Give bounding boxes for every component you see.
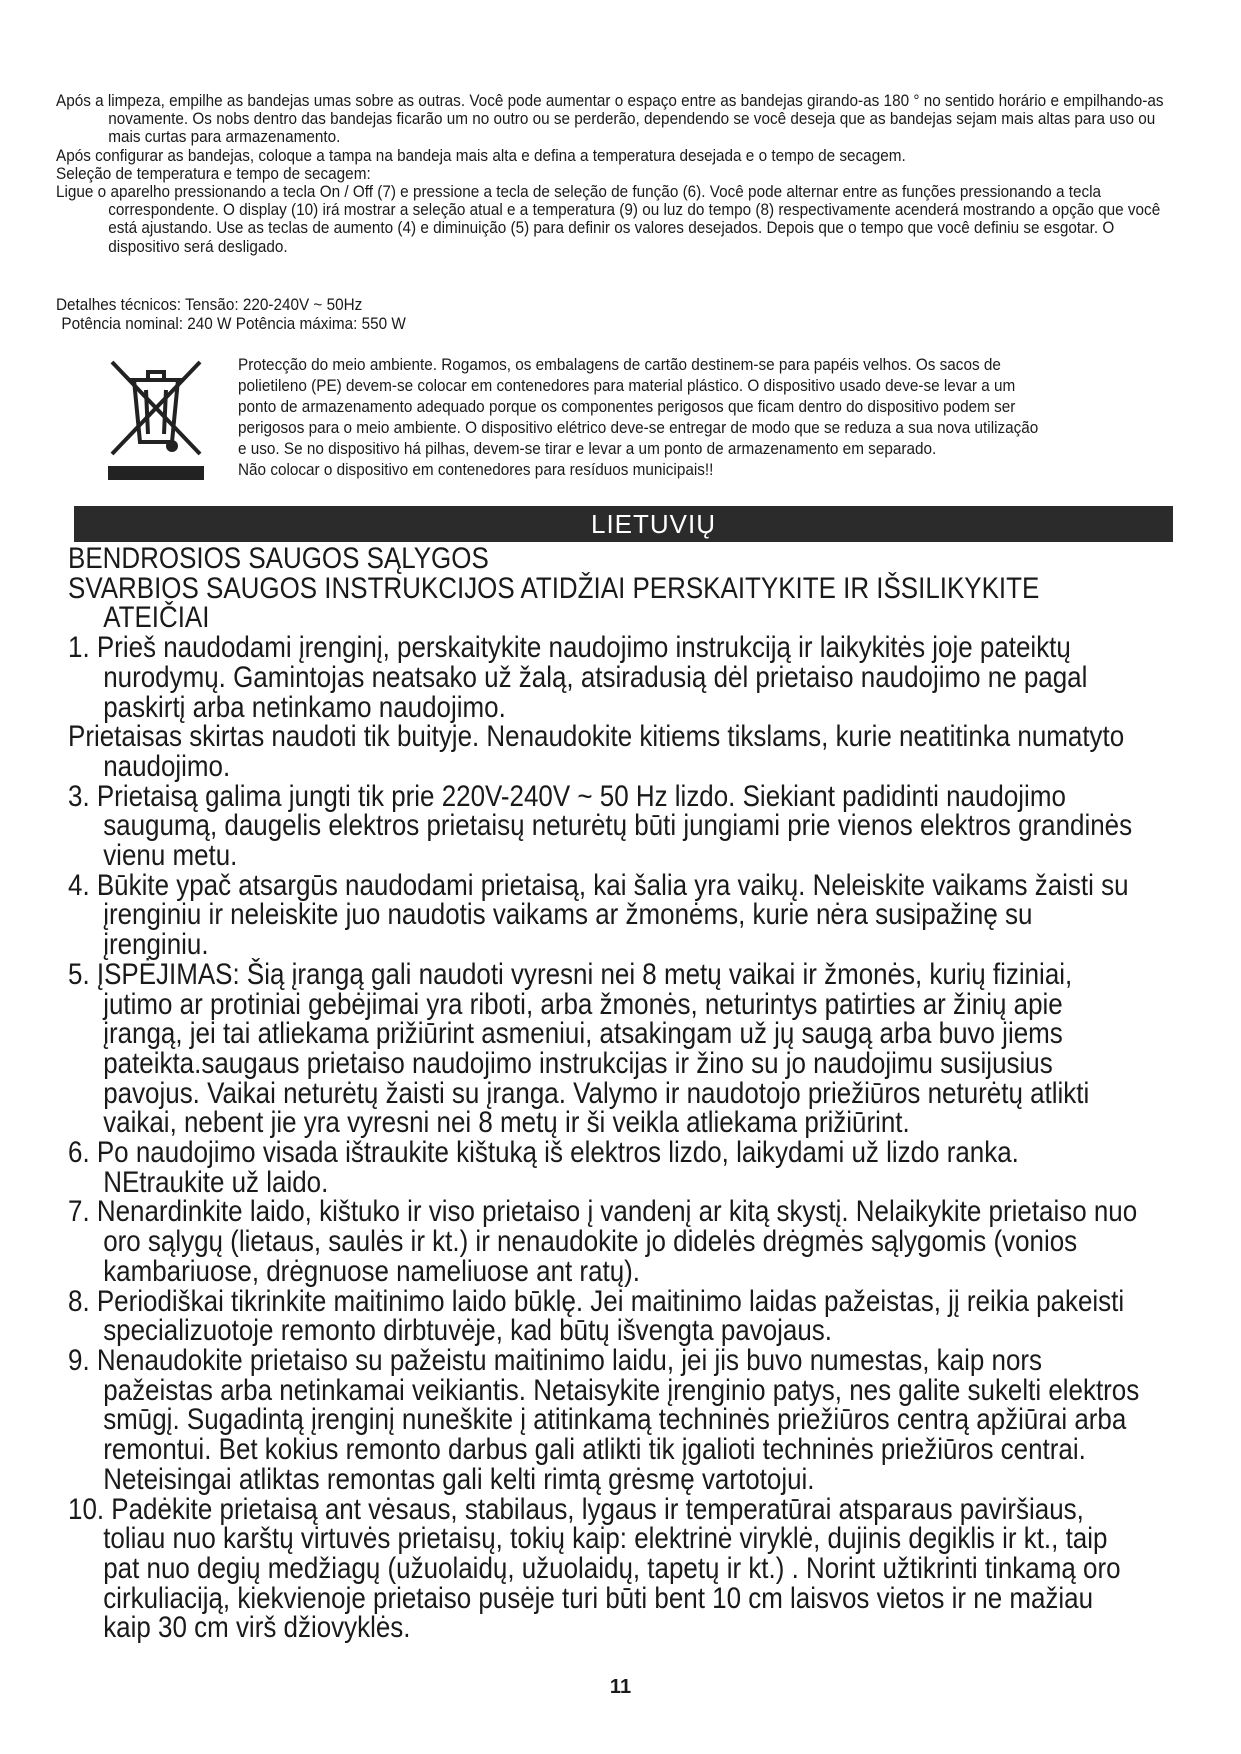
tech-voltage: Detalhes técnicos: Tensão: 220-240V ~ 50Hz: [56, 295, 363, 314]
safety-item: 4. Būkite ypač atsargūs naudodami prietaisą, kai šalia yra vaikų. Neleiskite vaikams žaisti su įrenginiu ir neleiskite juo naudotis vaikams ar žmonėms, kurie nėra susipažinę su įrenginiu.: [68, 868, 1129, 962]
portuguese-text-block: [56, 92, 1186, 256]
technical-details: [56, 296, 406, 333]
safety-item: Prietaisas skirtas naudoti tik buityje. Nenaudokite kitiems tikslams, kurie neatitinka numatyto naudojimo.: [68, 720, 1125, 783]
env-line-1: Protecção do meio ambiente. Rogamos, os embalagens de cartão destinem-se para papéis velhos. Os sacos de: [238, 355, 1001, 374]
paragraph-lid-setup: Após configurar as bandejas, coloque a tampa na bandeja mais alta e defina a temperatura desejada e o tempo de secagem.: [56, 145, 906, 165]
env-line-5: e uso. Se no dispositivo há pilhas, devem-se tirar e levar a um ponto de armazenamento em separado.: [238, 439, 937, 458]
tech-power: Potência nominal: 240 W Potência máxima: 550 W: [61, 313, 406, 333]
language-section-bar: [74, 506, 1173, 542]
paragraph-selection-heading: Seleção de temperatura e tempo de secagem:: [56, 163, 371, 183]
safety-item: 6. Po naudojimo visada ištraukite kištuką iš elektros lizdo, laikydami už lizdo ranka. NEtraukite už laido.: [68, 1136, 1019, 1199]
page-number: 11: [609, 1676, 632, 1698]
env-line-2: polietileno (PE) devem-se colocar em contenedores para material plástico. O dispositivo usado deve-se levar a um: [238, 376, 1016, 395]
safety-item: 3. Prietaisą galima jungti tik prie 220V-240V ~ 50 Hz lizdo. Siekiant padidinti naudojimo saugumą, daugelis elektros prietaisų neturėtų būti jungiami prie vienos elektros grandinės vienu metu.: [68, 779, 1133, 873]
safety-item: 7. Nenardinkite laido, kištuko ir viso prietaiso į vandenį ar kitą skystį. Nelaikykite prietaiso nuo oro sąlygų (lietaus, saulės ir kt.) ir nenaudokite jo didelės drėgmės sąlygomis (vonios kambariuose, drėgnuose nameliuose ant ratų).: [68, 1195, 1138, 1288]
safety-subheading: SVARBIOS SAUGOS INSTRUKCIJOS ATIDŽIAI PERSKAITYKITE IR IŠSILIKYKITE ATEIČIAI: [68, 571, 1040, 635]
environment-protection-text: [238, 354, 1138, 480]
weee-crossed-bin-icon: [108, 358, 204, 482]
env-line-4: perigosos para o meio ambiente. O dispositivo elétrico deve-se entregar de modo que se reduza a sua nova utilização: [238, 418, 1039, 437]
env-line-6: Não colocar o dispositivo em contenedores para resíduos municipais!!: [238, 460, 714, 479]
language-section-label: LIETUVIŲ: [590, 509, 717, 539]
paragraph-operation: Ligue o aparelho pressionando a tecla On / Off (7) e pressione a tecla de seleção de função (6). Você pode alternar entre as funções pressionando a tecla correspondente. O display (10) irá mostrar a seleção atual e a temperatura (9) ou luz do tempo (8) respectivamente acenderá mostrando a opção que você está ajustando. Use as teclas de aumento (4) e diminuição (5) para definir os valores desejados. Depois que o tempo que você definiu se esgotar. O dispositivo será desligado.: [56, 182, 1161, 256]
lithuanian-safety-section: [68, 544, 1142, 1643]
paragraph-tray-stacking: Após a limpeza, empilhe as bandejas umas sobre as outras. Você pode aumentar o espaço entre as bandejas girando-as 180 ° no sentido horário e empilhando-as novamente. Os nobs dentro das bandejas ficarão um no outro ou se perderão, dependendo se você deseja que as bandejas sejam mais altas para uso ou mais curtas para armazenamento.: [56, 91, 1164, 147]
safety-item: 5. ĮSPĖJIMAS: Šią įrangą gali naudoti vyresni nei 8 metų vaikai ir žmonės, kurių fiziniai, jutimo ar protiniai gebėjimai yra riboti, arba žmonės, neturintys patirties ar žinių apie įrangą, jei tai atliekama prižiūrint asmeniui, atsakingam už jų saugą arba buvo jiems pateikta.saugaus prietaiso naudojimo instrukcijas ir žino su jo naudojimu susijusius pavojus. Vaikai neturėtų žaisti su įranga. Valymo ir naudotojo priežiūros neturėtų atlikti vaikai, nebent jie yra vyresni nei 8 metų ir ši veikla atliekama prižiūrint.: [68, 957, 1090, 1140]
safety-heading: BENDROSIOS SAUGOS SĄLYGOS: [68, 542, 489, 575]
safety-item: 10. Padėkite prietaisą ant vėsaus, stabilaus, lygaus ir temperatūrai atsparaus paviršiaus, toliau nuo karštų virtuvės prietaisų, tokių kaip: elektrinė viryklė, dujinis degiklis ir kt., taip pat nuo degių medžiagų (užuolaidų, užuolaidų, tapetų ir kt.) . Norint užtikrinti tinkamą oro cirkuliaciją, kiekvienoje prietaiso pusėje turi būti bent 10 cm laisvos vietos ir ne mažiau kaip 30 cm virš džiovyklės.: [68, 1492, 1121, 1645]
env-line-3: ponto de armazenamento adequado porque os componentes perigosos que ficam dentro do dispositivo podem ser: [238, 397, 1016, 416]
safety-item: 1. Prieš naudodami įrenginį, perskaitykite naudojimo instrukciją ir laikykitės joje pateiktų nurodymų. Gamintojas neatsako už žalą, atsiradusią dėl prietaiso naudojimo ne pagal paskirtį arba netinkamo naudojimo.: [68, 631, 1088, 724]
safety-item: 8. Periodiškai tikrinkite maitinimo laido būklę. Jei maitinimo laidas pažeistas, jį reikia pakeisti specializuotoje remonto dirbtuvėje, kad būtų išvengta pavojaus.: [68, 1284, 1125, 1348]
safety-item: 9. Nenaudokite prietaiso su pažeistu maitinimo laidu, jei jis buvo numestas, kaip nors pažeistas arba netinkamai veikiantis. Netaisykite įrenginio patys, nes galite sukelti elektros smūgį. Sugadintą įrenginį nuneškite į atitinkamą techninės priežiūros centrą apžiūrai arba remontui. Bet kokius remonto darbus gali atlikti tik įgalioti techninės priežiūros centrai. Neteisingai atliktas remontas gali kelti rimtą grėsmę vartotojui.: [68, 1343, 1140, 1496]
